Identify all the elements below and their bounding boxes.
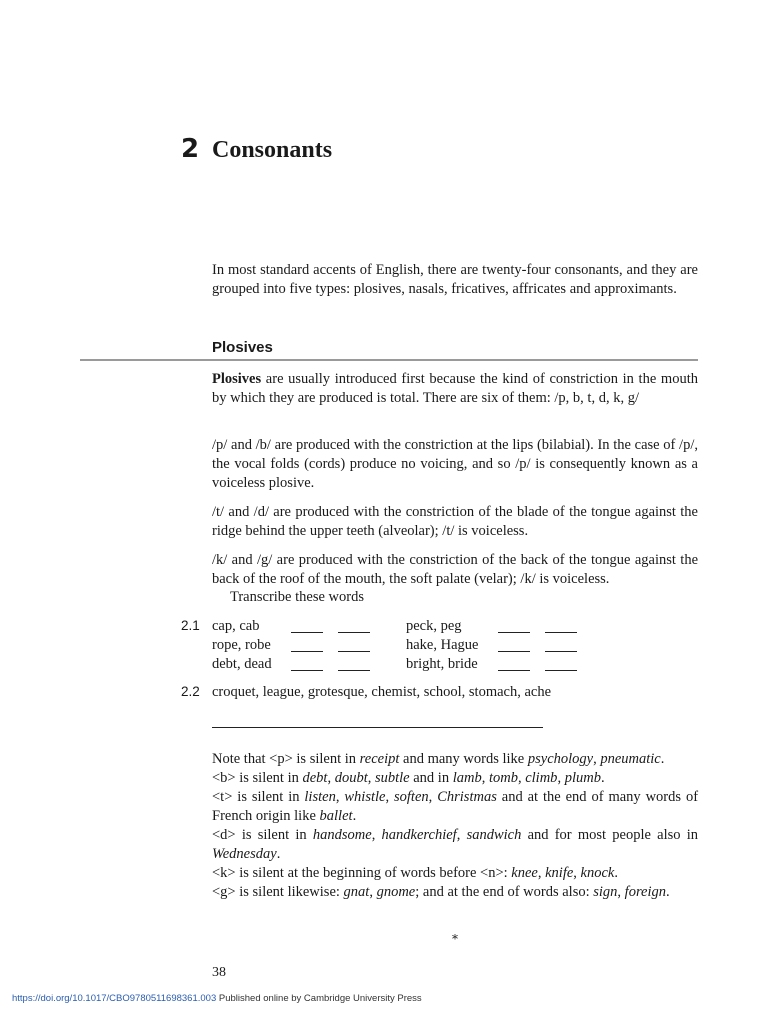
footer [12, 993, 422, 1004]
word-pair: cap, cab [212, 618, 260, 634]
exercise-row [212, 655, 272, 674]
velar-paragraph [212, 551, 698, 589]
exercise-row [212, 636, 271, 655]
plosives-text: are usually introduced first because the kind of constriction in the mouth by which they are produced is total. There are six of them: /p, b, t, d, k, g/ [212, 371, 698, 406]
answer-blank[interactable] [498, 632, 530, 633]
intro-text: In most standard accents of English, there are twenty-four consonants, and they are grouped into five types: plosives, nasals, fricatives, affricates and approximants. [212, 262, 698, 297]
exercise-number: 2.2 [181, 684, 200, 699]
alveolar-text: /t/ and /d/ are produced with the constriction of the blade of the tongue against the ridge behind the upper teeth (alveolar); /t/ is voiceless. [212, 504, 698, 539]
answer-blank[interactable] [291, 670, 323, 671]
intro-paragraph [212, 261, 698, 299]
exercise-row [212, 617, 260, 636]
word-pair: bright, bride [406, 656, 478, 672]
note-p: Note that <p> is silent in receipt and many words like psychology, pneumatic. [212, 751, 665, 767]
note-t: <t> is silent in listen, whistle, soften, Christmas and at the end of many words of French origin like ballet. [212, 789, 699, 824]
answer-blank[interactable] [545, 651, 577, 652]
note-g: <g> is silent likewise: gnat, gnome; and at the end of words also: sign, foreign. [212, 884, 670, 900]
silent-letters-notes [212, 750, 698, 902]
note-b: <b> is silent in debt, doubt, subtle and in lamb, tomb, climb, plumb. [212, 770, 605, 786]
answer-blank[interactable] [498, 651, 530, 652]
exercise-number: 2.1 [181, 618, 200, 633]
exercise-row [406, 655, 478, 674]
note-k: <k> is silent at the beginning of words before <n>: knee, knife, knock. [212, 865, 618, 881]
answer-blank[interactable] [291, 651, 323, 652]
word-pair: rope, robe [212, 637, 271, 653]
note-d: <d> is silent in handsome, handkerchief, sandwich and for most people also in Wednesday. [212, 827, 699, 862]
answer-blank[interactable] [291, 632, 323, 633]
answer-blank[interactable] [498, 670, 530, 671]
bilabial-paragraph [212, 436, 698, 493]
alveolar-paragraph [212, 503, 698, 541]
page-number: 38 [212, 965, 226, 980]
word-pair: hake, Hague [406, 637, 479, 653]
doi-link[interactable]: https://doi.org/10.1017/CBO9780511698361.003 [12, 993, 217, 1004]
answer-blank[interactable] [338, 632, 370, 633]
answer-blank[interactable] [338, 670, 370, 671]
chapter-number: 2 [181, 134, 200, 164]
word-pair: peck, peg [406, 618, 462, 634]
answer-blank[interactable] [338, 651, 370, 652]
answer-blank[interactable] [545, 632, 577, 633]
word-pair: debt, dead [212, 656, 272, 672]
plosives-paragraph [212, 370, 698, 408]
footer-text: Published online by Cambridge University Press [216, 993, 422, 1004]
bilabial-text: /p/ and /b/ are produced with the constriction at the lips (bilabial). In the case of /p/, the vocal folds (cords) produce no voicing, and so /p/ is consequently known as a voiceless plosive. [212, 437, 698, 491]
velar-text: /k/ and /g/ are produced with the constriction of the back of the tongue against the back of the roof of the mouth, the soft palate (velar); /k/ is voiceless. [212, 552, 698, 587]
exercise-row [406, 617, 462, 636]
section-break-asterisk: * [452, 932, 458, 946]
exercise-instruction: Transcribe these words [230, 589, 364, 605]
answer-line[interactable] [212, 727, 543, 728]
section-rule [80, 359, 698, 361]
chapter-title: Consonants [212, 137, 333, 163]
exercise-row [406, 636, 478, 655]
exercise-words: croquet, league, grotesque, chemist, school, stomach, ache [212, 684, 552, 700]
section-heading: Plosives [212, 339, 273, 356]
plosives-term: Plosives [212, 371, 262, 387]
answer-blank[interactable] [545, 670, 577, 671]
